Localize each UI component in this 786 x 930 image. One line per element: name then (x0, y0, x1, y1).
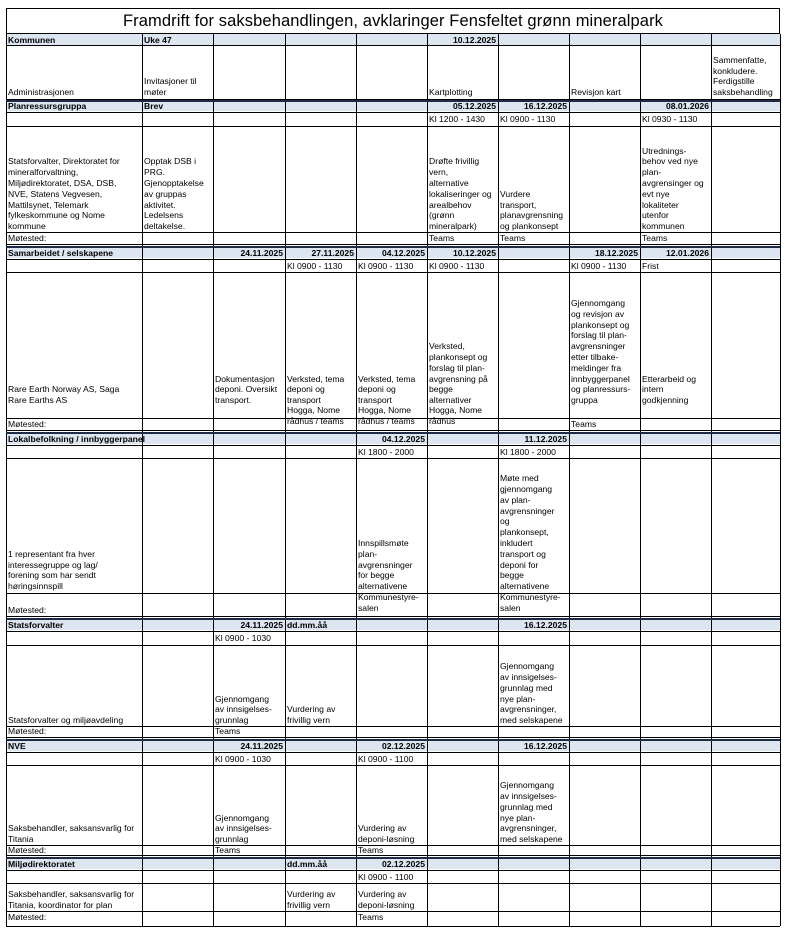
row-lokal-label: Lokalbefolkning / innbyggerpanel (8, 433, 146, 444)
samarbeid-participants: Rare Earth Norway AS, Saga Rare Earths AS (8, 384, 120, 406)
statsforvalter-motested: Møtested: (8, 726, 47, 737)
kommunen-week: Uke 47 (144, 34, 172, 45)
lokal-time-6: Kl 1800 - 2000 (500, 446, 556, 457)
prg-time-8: Kl 0930 - 1130 (642, 114, 698, 125)
samarbeid-verksted-3: Verksted, tema deponi og transport (287, 373, 345, 406)
lokal-participants: 1 representant fra hver interessegruppe og lag/ forening som har sendt høringsinnspill (8, 548, 98, 592)
row-nve-label: NVE (8, 740, 26, 751)
miljo-participants: Saksbehandler, saksansvarlig for Titania, koordinator for plan (8, 889, 135, 911)
nve-motested-2: Teams (215, 844, 241, 855)
prg-motested-6: Teams (500, 232, 526, 243)
miljo-vurdering-deponi: Vurdering av deponi-løsning (358, 889, 415, 911)
column-divider (780, 34, 781, 926)
prg-time-6: Kl 0900 - 1130 (500, 114, 556, 125)
statsforvalter-motested-2: Teams (215, 726, 241, 737)
lokal-motested-4: Kommunestyre- salen (358, 592, 419, 613)
samarbeid-gjennomgang: Gjennomgang og revisjon av plankonsept og forslag til plan- avgrensninger etter tilbake- meldinger fra innbyggerpanel og planressurs- gruppa (571, 298, 631, 406)
prg-date-5: 05.12.2025 (452, 101, 496, 112)
column-divider (569, 34, 570, 926)
samarbeid-date-3: 27.11.2025 (311, 247, 354, 258)
samarbeid-verksted-5: Verksted, plankonsept og forslag til plan- avgrensning på begge alternativer (429, 341, 488, 406)
miljo-date-3: dd.mm.åå (287, 858, 328, 869)
statsforvalter-participants: Statsforvalter og miljøavdeling (8, 715, 124, 726)
row-kommunen-label: Kommunen (8, 34, 56, 45)
row-divider (6, 616, 780, 617)
statsforvalter-date-2: 24.11.2025 (240, 619, 283, 630)
statsforvalter-date-6: 16.12.2025 (523, 619, 567, 630)
samarbeid-time-5: Kl 0900 - 1130 (429, 260, 485, 271)
nve-date-2: 24.11.2025 (240, 740, 283, 751)
prg-brev: Brev (144, 101, 164, 112)
row-divider (6, 855, 780, 856)
samarbeid-time-3: Kl 0900 - 1130 (287, 260, 343, 271)
kommunen-invitasjoner: Invitasjoner til møter (144, 76, 197, 98)
samarbeid-date-2: 24.11.2025 (240, 247, 283, 258)
kommunen-date: 10.12.2025 (452, 34, 496, 45)
nve-motested-4: Teams (358, 844, 384, 855)
lokal-date-6: 11.12.2025 (524, 433, 567, 444)
miljo-vurdering-vern: Vurdering av frivillig vern (287, 889, 336, 911)
row-samarbeid-label: Samarbeidet / selskapene (8, 247, 114, 258)
prg-date-6: 16.12.2025 (523, 101, 567, 112)
samarbeid-motested-3: Hogga, Nome rådhus / teams (287, 405, 344, 426)
row-miljo-label: Miljødirektoratet (8, 858, 75, 869)
column-divider (285, 34, 286, 926)
lokal-motested-6: Kommunestyre- salen (500, 592, 561, 613)
row-prg-label: Planressursgruppa (8, 101, 87, 112)
samarbeid-verksted-4: Verksted, tema deponi og transport (358, 373, 416, 406)
samarbeid-date-5: 10.12.2025 (452, 247, 496, 258)
nve-motested: Møtested: (8, 844, 47, 855)
lokal-mote-gjennomgang: Møte med gjennomgang av plan- avgrensninger og plankonsept, inkludert transport og deponi for begge alternativene (500, 473, 555, 592)
miljo-motested-4: Teams (358, 912, 384, 923)
nve-gjennomgang: Gjennomgang av innsigelses- grunnlag (215, 812, 272, 845)
nve-participants: Saksbehandler, saksansvarlig for Titania (8, 823, 135, 845)
prg-motested-5: Teams (429, 232, 455, 243)
row-divider (6, 926, 780, 927)
row-statsforvalter-label: Statsforvalter (8, 619, 64, 630)
samarbeid-motested: Møtested: (8, 418, 47, 429)
column-divider (711, 34, 712, 926)
prg-participants: Statsforvalter, Direktoratet for mineralforvaltning, Miljødirektoratet, DSA, DSB, NVE, Statens Vegvesen, Mattilsynet, Telemark fylkeskommune og Nome kommune (8, 156, 120, 232)
prg-motested-8: Teams (642, 232, 668, 243)
samarbeid-date-8: 12.01.2026 (665, 247, 709, 258)
miljo-time-4: Kl 0900 - 1100 (358, 871, 414, 882)
kommunen-kartplotting: Kartplotting (429, 87, 473, 98)
samarbeid-date-7: 18.12.2025 (594, 247, 638, 258)
statsforvalter-vurdering: Vurdering av frivillig vern (287, 704, 336, 726)
prg-vurdere: Vurdere transport, planavgrensning og plankonsept (500, 188, 564, 232)
nve-time-4: Kl 0900 - 1100 (358, 753, 414, 764)
statsforvalter-date-3: dd.mm.åå (287, 619, 328, 630)
samarbeid-motested-5: Hogga, Nome rådhus (429, 405, 483, 426)
nve-vurdering: Vurdering av deponi-løsning (358, 823, 415, 845)
samarbeid-time-4: Kl 0900 - 1130 (358, 260, 414, 271)
prg-utredningsbehov: Utrednings- behov ved nye plan- avgrensinger og evt nye lokaliteter utenfor kommunen (642, 145, 704, 232)
nve-date-4: 02.12.2025 (381, 740, 425, 751)
samarbeid-time-7: Kl 0900 - 1130 (571, 260, 627, 271)
sheet-title: Framdrift for saksbehandlingen, avklaringer Fensfeltet grønn mineralpark (6, 8, 780, 34)
row-divider (6, 737, 780, 738)
nve-gjennomgang-nye: Gjennomgang av innsigelses- grunnlag med nye plan- avgrensninger, med selskapene (500, 780, 563, 845)
kommunen-administrasjonen: Administrasjonen (8, 87, 74, 98)
samarbeid-motested-7: Teams (571, 418, 597, 429)
lokal-time-4: Kl 1800 - 2000 (358, 446, 414, 457)
miljo-date-4: 02.12.2025 (381, 858, 425, 869)
row-divider (6, 430, 780, 431)
prg-opptak: Opptak DSB i PRG. Gjenopptakelse av gruppas aktivitet. Ledelsens deltakelse. (144, 156, 204, 232)
prg-time-5: Kl 1200 - 1430 (429, 114, 485, 125)
statsforvalter-gjennomgang: Gjennomgang av innsigelses- grunnlag (215, 693, 272, 726)
prg-motested: Møtested: (8, 232, 47, 243)
prg-date-8: 08.01.2026 (665, 101, 709, 112)
kommunen-revisjon-kart: Revisjon kart (571, 87, 621, 98)
samarbeid-motested-4: Hogga, Nome rådhus / teams (358, 405, 415, 426)
statsforvalter-gjennomgang-nye: Gjennomgang av innsigelses- grunnlag med nye plan- avgrensninger, med selskapene (500, 661, 563, 726)
samarbeid-time-8: Frist (642, 260, 659, 271)
nve-time-2: Kl 0900 - 1030 (215, 753, 271, 764)
nve-date-6: 16.12.2025 (523, 740, 567, 751)
miljo-motested: Møtested: (8, 912, 47, 923)
prg-drofte: Drøfte frivillig vern, alternative lokaliseringer og arealbehov (grønn mineralpark) (429, 156, 492, 232)
samarbeid-etterarbeid: Etterarbeid og intern godkjenning (642, 373, 696, 406)
row-divider (6, 244, 780, 245)
lokal-motested: Møtested: (8, 604, 47, 615)
kommunen-sammenfatte: Sammenfatte, konkludere. Ferdigstille saksbehandling (713, 54, 773, 98)
lokal-innspillsmote: Innspillsmøte plan- avgrensninger for begge alternativene (358, 538, 413, 592)
lokal-date-4: 04.12.2025 (381, 433, 425, 444)
samarbeid-date-4: 04.12.2025 (381, 247, 425, 258)
statsforvalter-time-2: Kl 0900 - 1030 (215, 633, 271, 644)
row-divider (6, 631, 780, 632)
samarbeid-dokumentasjon: Dokumentasjon deponi. Oversikt transport. (215, 373, 278, 406)
